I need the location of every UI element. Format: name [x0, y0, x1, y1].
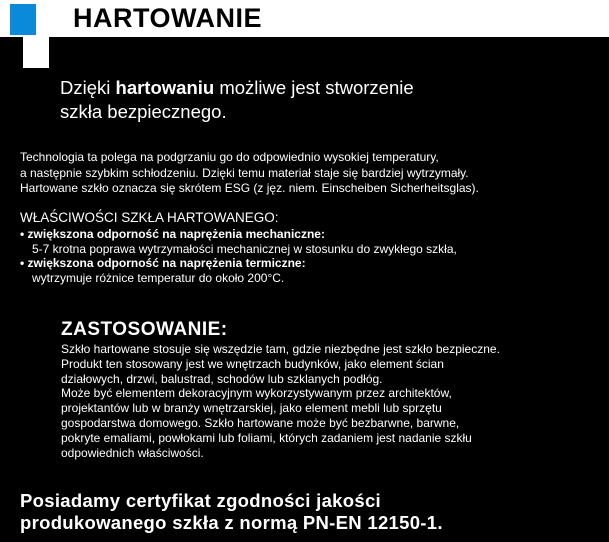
intro-text — [60, 76, 540, 124]
technology-line: Hartowane szkło oznacza się skrótem ESG (z jęz. niem. Einscheiben Sicherheitsglas). — [20, 181, 479, 195]
properties-heading: WŁAŚCIWOŚCI SZKŁA HARTOWANEGO: — [20, 210, 279, 225]
intro-bold: hartowaniu — [115, 77, 215, 98]
application-line: odpowiednich właściwości. — [61, 445, 204, 460]
certificate-line-2: produkowanego szkła z normą PN-EN 12150-1. — [20, 512, 443, 533]
logo-white-square — [23, 37, 49, 68]
property-title: • zwiększona odporność na naprężenia termiczne: — [20, 256, 306, 270]
technology-paragraph — [20, 150, 580, 197]
application-heading: ZASTOSOWANIE: — [61, 319, 228, 340]
application-line: Produkt ten stosowany jest we wnętrzach budynków, jako element ścian — [61, 356, 444, 371]
application-line: Może być elementem dekoracyjnym wykorzystywanym przez architektów, — [61, 386, 452, 401]
application-line: Szkło hartowane stosuje się wszędzie tam, gdzie niezbędne jest szkło bezpieczne. — [61, 342, 500, 356]
property-desc: 5-7 krotna poprawa wytrzymałości mechanicznej w stosunku do zwykłego szkła, — [32, 241, 457, 256]
property-desc: wytrzymuje różnice temperatur do około 200°C. — [32, 270, 285, 285]
page-title: HARTOWANIE — [73, 3, 263, 33]
intro-suffix: możliwe jest stworzenie — [214, 77, 414, 98]
certificate-statement — [20, 490, 600, 534]
property-title: • zwiększona odporność na naprężenia mechaniczne: — [20, 227, 325, 241]
application-line: projektantów lub w branży wnętrzarskiej, jako element mebli lub sprzętu — [61, 401, 442, 416]
intro-line2: szkła bezpiecznego. — [60, 101, 227, 122]
intro-prefix: Dzięki — [60, 77, 116, 98]
application-paragraph — [61, 342, 581, 460]
certificate-line-1: Posiadamy certyfikat zgodności jakości — [20, 490, 381, 511]
technology-line: Technologia ta polega na podgrzaniu go do odpowiednio wysokiej temperatury, — [20, 150, 439, 164]
application-line: działowych, drzwi, balustrad, schodów lub szklanych podłóg. — [61, 371, 383, 386]
application-line: pokryte emaliami, powłokami lub foliami, których zadaniem jest nadanie szkłu — [61, 430, 472, 445]
properties-list — [20, 227, 590, 285]
technology-line: a następnie szybkim schłodzeniu. Dzięki temu materiał staje się bardziej wytrzymały. — [20, 165, 469, 180]
application-line: gospodarstwa domowego. Szkło hartowane może być bezbarwne, barwne, — [61, 415, 460, 430]
logo-blue-square — [10, 4, 36, 35]
